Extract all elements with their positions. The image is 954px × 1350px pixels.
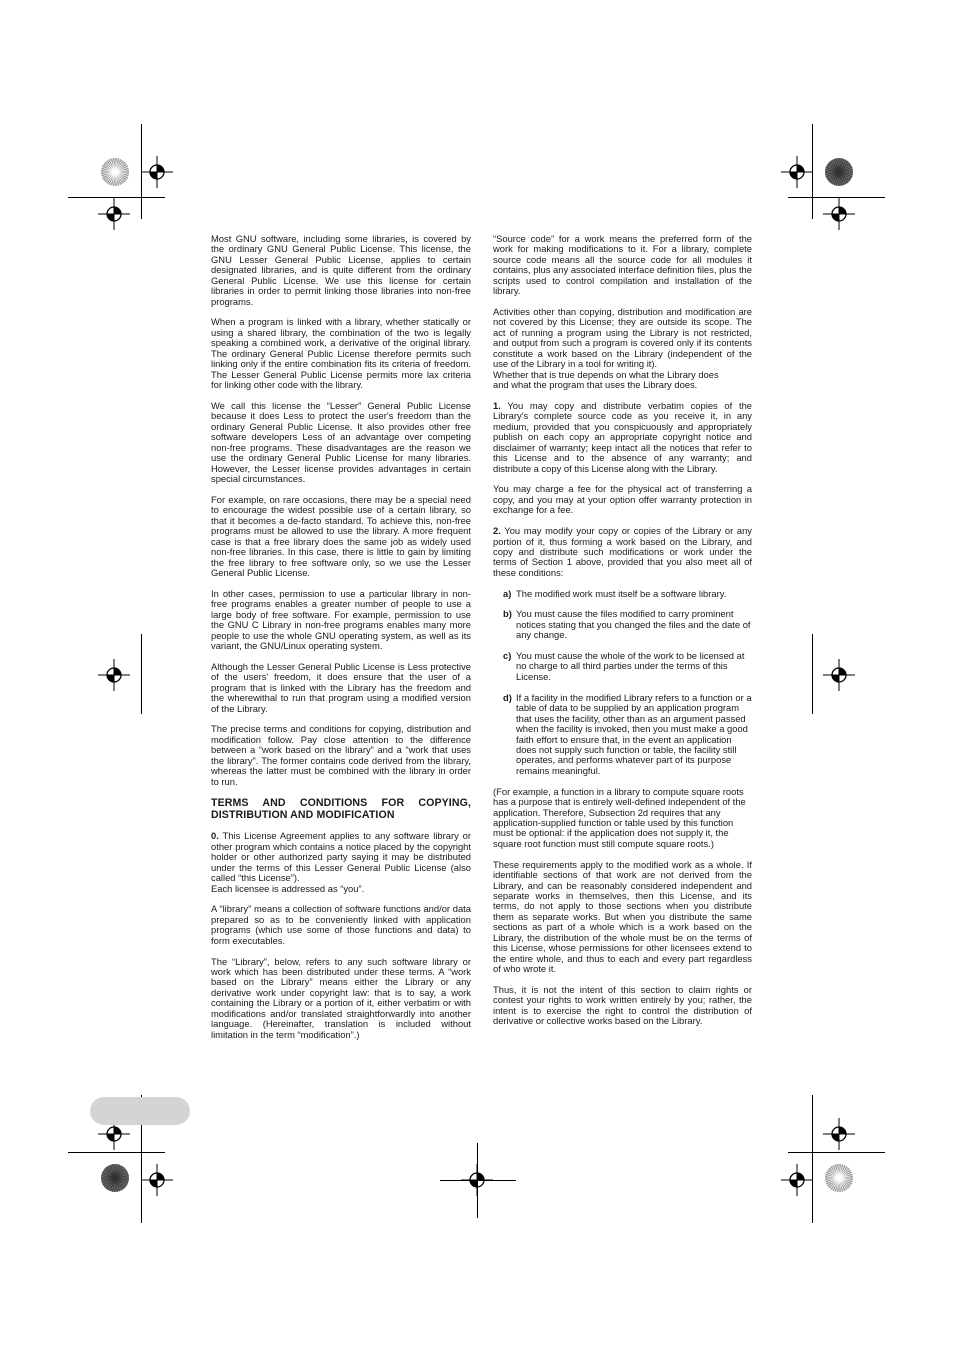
list-item-letter: a) <box>503 587 512 599</box>
paragraph: The precise terms and conditions for copying, distribution and modification follow. Pay close attention to the difference between a “work based on the library” and a “work that uses the library”. The former contains code derived from the library, whereas the latter must be combined with the library in order to run. <box>211 723 471 787</box>
paragraph: When a program is linked with a library, whether statically or using a shared library, the combination of the two is legally speaking a combined work, a derivative of the original library. The ordinary General Public License therefore permits such linking only if the entire combination fits its criteria of freedom. The Lesser General Public License permits more lax criteria for linking other code with the library. <box>211 316 471 391</box>
registration-crosshair-icon <box>823 659 855 691</box>
section-number: 2. <box>493 525 501 537</box>
list-item-letter: d) <box>503 691 512 703</box>
list-item <box>493 693 752 777</box>
trim-line <box>141 124 142 219</box>
list-item-text: You must cause the whole of the work to be licensed at no charge to all third parties under the terms of this License. <box>516 650 745 682</box>
list-item-text: If a facility in the modified Library refers to a function or a table of data to be supplied by an application program that uses the facility, other than as an argument passed when the facility is invoked, then you must make a good faith effort to ensure that, in the event an application does not supply such function or table, the facility still operates, and performs whatever part of its purpose remains meaningful. <box>516 691 752 776</box>
list-item-letter: c) <box>503 650 512 662</box>
section-heading: TERMS AND CONDITIONS FOR COPYING, DISTRIBUTION AND MODIFICATION <box>211 797 471 822</box>
paragraph: Most GNU software, including some libraries, is covered by the ordinary GNU General Public License. This license, the GNU Lesser General Public License, applies to certain designated libraries, and is quite different from the ordinary General Public License. We use this license for certain libraries in order to permit linking those libraries into non-free programs. <box>211 233 471 307</box>
trim-line <box>812 1095 813 1223</box>
registration-crosshair-icon <box>141 1164 173 1196</box>
list-item-note: (For example, a function in a library to compute square roots has a purpose that is entirely well-defined independent of the application. Therefore, Subsection 2d requires that any application-supplied function or table used by this function must be optional: if the application does not supply it, the square root function must still compute square roots.) <box>493 785 746 849</box>
registration-crosshair-icon <box>823 198 855 230</box>
right-column <box>493 234 752 1037</box>
paragraph: In other cases, permission to use a particular library in non-free programs enables a greater number of people to use a large body of free software. For example, permission to use the GNU C Library in non-free programs enables many more people to use the whole GNU operating system, as well as its variant, the GNU/Linux operating system. <box>211 587 471 652</box>
registration-crosshair-icon <box>823 1118 855 1150</box>
section-number: 1. <box>493 399 501 411</box>
paragraph: We call this license the “Lesser” General Public License because it does Less to protect the user's freedom than the ordinary General Public License. It also provides other free software developers Less of an advantage over competing non-free programs. These disadvantages are the reason we use the ordinary General Public License for many libraries. However, the Lesser license provides advantages in certain special circumstances. <box>211 399 471 485</box>
registration-starburst-icon <box>100 157 130 187</box>
section-text: This License Agreement applies to any software library or other program which contains a notice placed by the copyright holder or other authorized party saying it may be distributed under the terms of this Lesser General Public License (also called “this License”). <box>211 830 471 884</box>
registration-crosshair-icon <box>98 659 130 691</box>
paragraph: The “Library”, below, refers to any such software library or work which has been distributed under these terms. A “work based on the Library” means either the Library or any derivative work under copyright law: that is to say, a work containing the Library or a portion of it, either verbatim or with modifications and/or translated straightforwardly into another language. (Hereinafter, translation is included without limitation in the term “modification”.) <box>211 955 471 1040</box>
trim-line <box>440 1180 516 1181</box>
section-0 <box>211 831 471 883</box>
paragraph: Each licensee is addressed as “you”. <box>211 882 365 894</box>
paragraph: Thus, it is not the intent of this section to claim rights or contest your rights to work written entirely by you; rather, the intent is to exercise the right to control the distribution of derivative or collective works based on the Library. <box>493 983 752 1027</box>
section-text: You may modify your copy or copies of the Library or any portion of it, thus forming a work based on the Library, and copy and distribute such modifications or work under the terms of Section 1 above, provided that you also meet all of these conditions: <box>493 525 752 578</box>
registration-crosshair-icon <box>141 156 173 188</box>
paragraph: These requirements apply to the modified work as a whole. If identifiable sections of that work are not derived from the Library, and can be reasonably considered independent and separate works in themselves, then this License, and its terms, do not apply to those sections when you distribute them as separate works. But when you distribute the same sections as part of a whole which is a work based on the Library, the distribution of the whole must be on the terms of this License, whose permissions for other licensees extend to the entire whole, and thus to each and every part regardless of who wrote it. <box>493 858 752 975</box>
trim-line <box>141 634 142 714</box>
trim-line <box>477 1143 478 1218</box>
paragraph: You may charge a fee for the physical act of transferring a copy, and you may at your option offer warranty protection in exchange for a fee. <box>493 483 752 516</box>
list-item <box>493 651 752 682</box>
section-number: 0. <box>211 830 219 842</box>
registration-crosshair-icon <box>98 198 130 230</box>
list-item <box>493 589 752 599</box>
trim-line <box>68 1152 165 1153</box>
list-item-text: You must cause the files modified to carry prominent notices stating that you changed the files and the date of any change. <box>516 608 751 641</box>
registration-starburst-icon <box>824 1163 854 1193</box>
trim-line <box>812 124 813 219</box>
registration-crosshair-icon <box>781 156 813 188</box>
paragraph: Although the Lesser General Public License is Less protective of the users' freedom, it does ensure that the user of a program that is linked with the Library has the freedom and the wherewithal to run that program using a modified version of the Library. <box>211 660 471 714</box>
left-column <box>211 234 471 1050</box>
page-tab-marker <box>90 1097 190 1125</box>
registration-crosshair-icon <box>781 1164 813 1196</box>
section-1 <box>493 401 752 474</box>
paragraph: A “library” means a collection of software functions and/or data prepared so as to be conveniently linked with application programs (which use some of those functions and data) to form executables. <box>211 903 471 946</box>
paragraph: Activities other than copying, distribution and modification are not covered by this License; they are outside its scope. The act of running a program using the Library is not restricted, and output from such a program is covered only if its contents constitute a work based on the Library (independent of the use of the Library in a tool for writing it). <box>493 306 752 370</box>
paragraph: “Source code” for a work means the preferred form of the work for making modifications to it. For a library, complete source code means all the source code for all modules it contains, plus any associated interface definition files, plus the scripts used to control compilation and installation of the library. <box>493 233 752 297</box>
paragraph: For example, on rare occasions, there may be a special need to encourage the widest possible use of a certain library, so that it becomes a de-facto standard. To achieve this, non-free programs must be allowed to use the library. A more frequent case is that a free library does the same job as widely used non-free libraries. In this case, there is little to gain by limiting the free library to free software only, so we use the Lesser General Public License. <box>211 493 471 579</box>
section-text: You may copy and distribute verbatim copies of the Library's complete source code as you receive it, in any medium, provided that you conspicuously and appropriately publish on each copy an appropriate copyright notice and disclaimer of warranty; keep intact all the notices that refer to this License and to the absence of any warranty; and distribute a copy of this License along with the Library. <box>493 399 752 474</box>
section-2 <box>493 526 752 578</box>
list-item-text: The modified work must itself be a software library. <box>516 587 727 599</box>
trim-line <box>812 634 813 714</box>
list-item <box>493 609 752 640</box>
trim-line <box>788 1152 885 1153</box>
registration-starburst-icon <box>824 157 854 187</box>
list-item-letter: b) <box>503 608 512 620</box>
paragraph: Whether that is true depends on what the Library does and what the program that uses the Library does. <box>493 368 719 391</box>
registration-starburst-icon <box>100 1163 130 1193</box>
